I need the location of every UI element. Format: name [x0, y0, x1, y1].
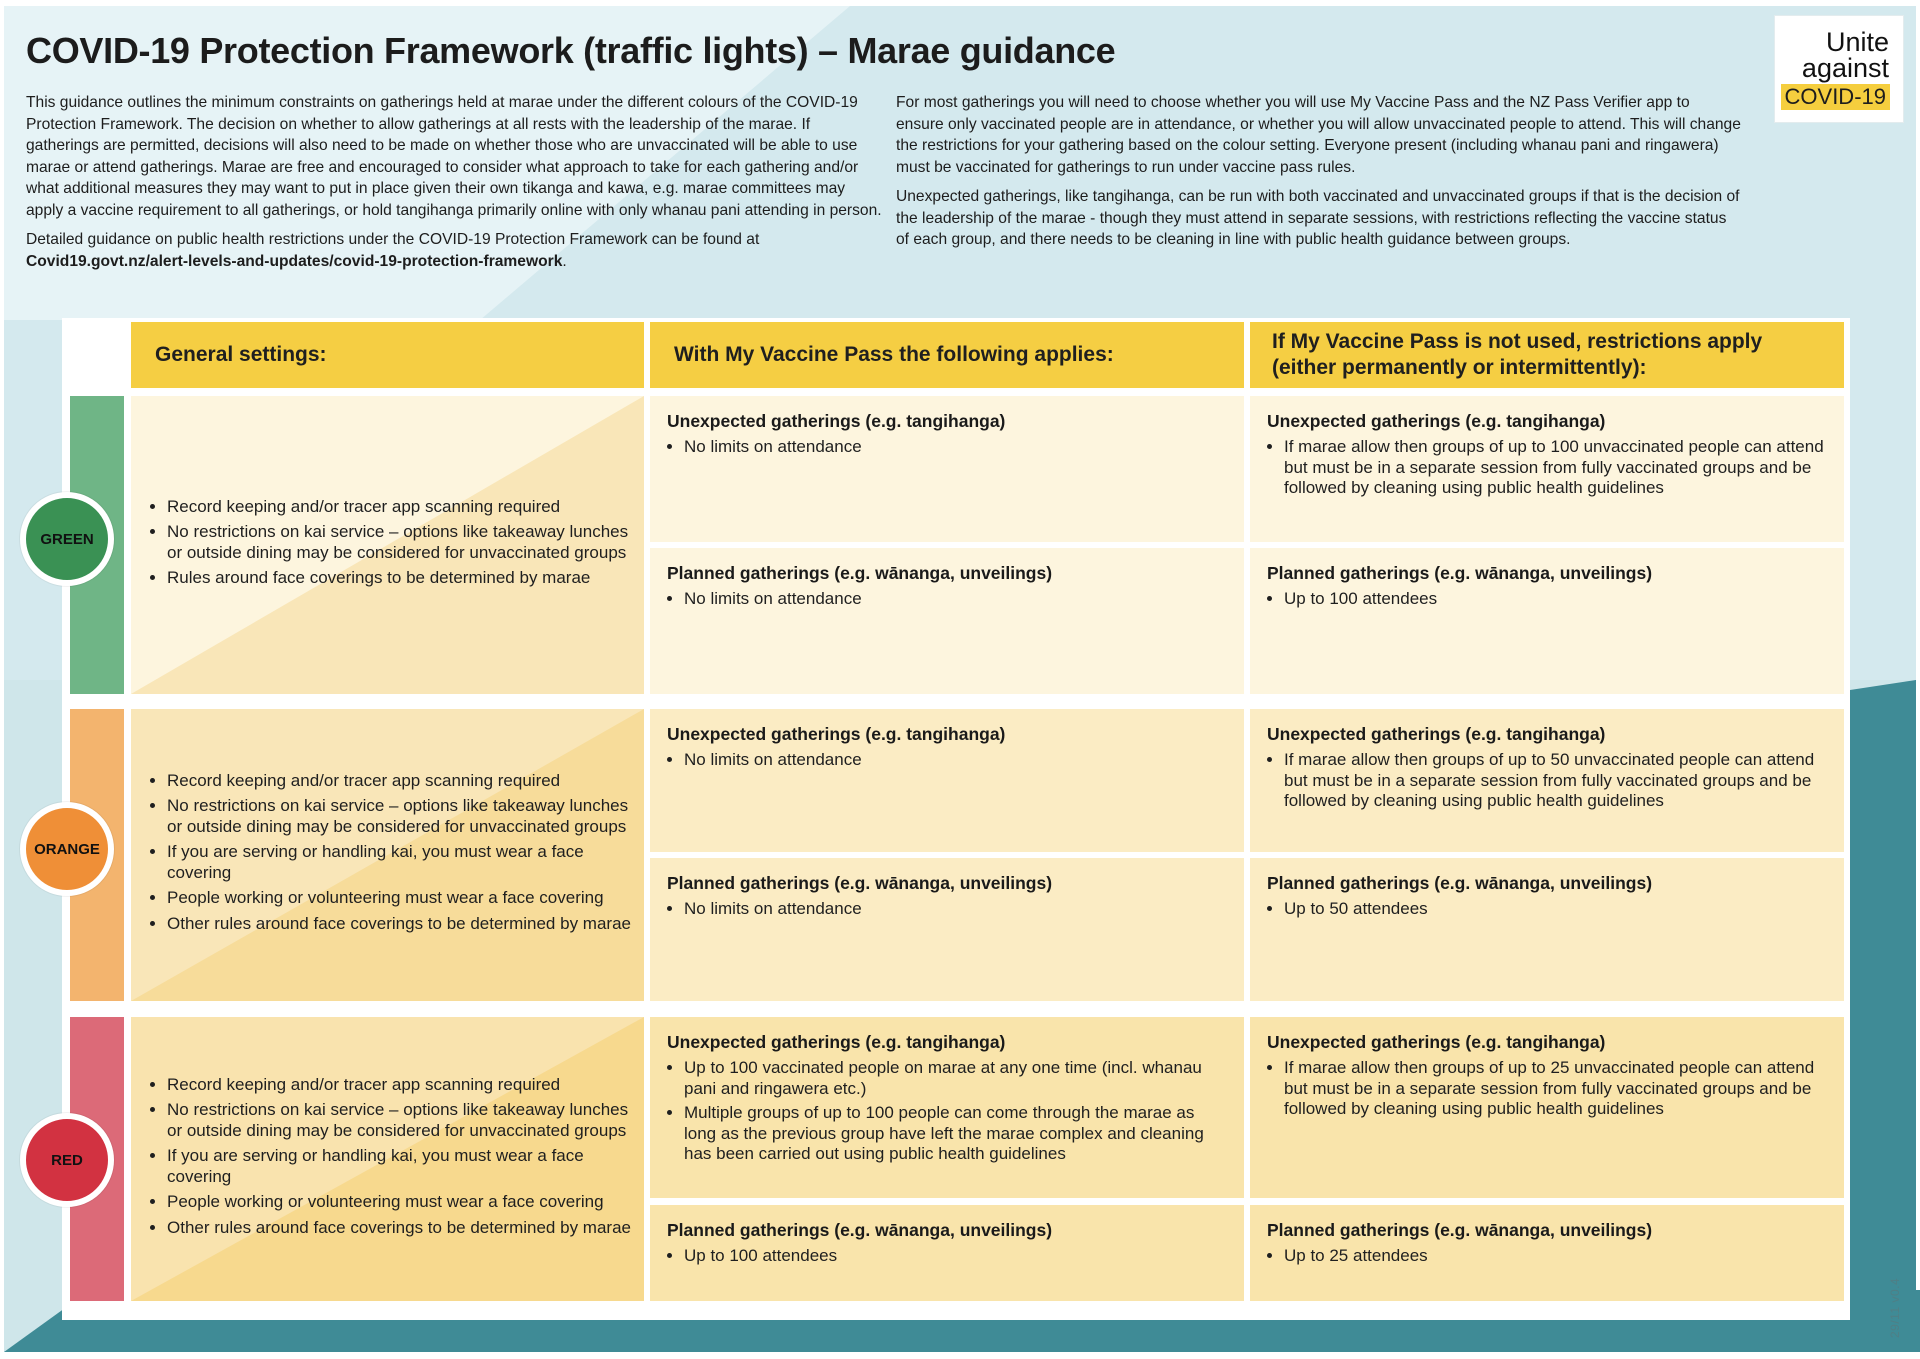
list-item: • No restrictions on kai service – options like takeaway lunches or outside dining may be considered for unvaccinated groups: [167, 796, 634, 837]
red-level-badge: [20, 1113, 114, 1207]
red-vp-planned: [650, 1205, 1244, 1301]
header-vaccine-pass: [650, 322, 1244, 388]
list-item: • If you are serving or handling kai, you must wear a face covering: [167, 1146, 634, 1187]
cell-heading: Unexpected gatherings (e.g. tangihanga): [667, 724, 1006, 744]
list-item: • No limits on attendance: [684, 437, 1228, 458]
cell-list: [667, 1246, 1228, 1267]
green-novp-planned: [1250, 548, 1844, 694]
list-item: • Multiple groups of up to 100 people can come through the marae as long as the previous group have left the marae complex and cleaning has been carried out using public health guidelines: [684, 1103, 1228, 1165]
green-vp-planned: [650, 548, 1244, 694]
intro-paragraph: For most gatherings you will need to choose whether you will use My Vaccine Pass and the NZ Pass Verifier app to ensure only vaccinated people are in attendance, or whether you will allow unvaccinated people to attend. This will change the restrictions for your gathering based on the colour setting. Everyone present (including whanau pani and ringawera) must be vaccinated for gatherings to run under vaccine pass rules.: [896, 94, 1741, 176]
list-item: • Up to 50 attendees: [1284, 899, 1828, 920]
orange-level-badge: [20, 802, 114, 896]
header-general: [131, 322, 644, 388]
cell-heading: Planned gatherings (e.g. wānanga, unveilings): [667, 1220, 1053, 1240]
red-novp-planned: [1250, 1205, 1844, 1301]
cell-heading: Unexpected gatherings (e.g. tangihanga): [667, 411, 1006, 431]
list-item: • If marae allow then groups of up to 100 unvaccinated people can attend but must be in a separate session from fully vaccinated groups and be followed by cleaning using public health guidelines: [1284, 437, 1828, 499]
cell-heading: Planned gatherings (e.g. wānanga, unveilings): [1267, 873, 1653, 893]
list-item: • No limits on attendance: [684, 750, 1228, 771]
list-item: • Up to 100 attendees: [684, 1246, 1228, 1267]
cell-heading: Unexpected gatherings (e.g. tangihanga): [1267, 1032, 1606, 1052]
logo-line-1: Unite: [1825, 27, 1889, 57]
cell-list: [1267, 589, 1828, 610]
orange-general-list: [131, 709, 644, 1001]
list-item: • Record keeping and/or tracer app scanning required: [167, 771, 634, 792]
list-item: • If you are serving or handling kai, you must wear a face covering: [167, 842, 634, 883]
guidance-link[interactable]: Covid19.govt.nz/alert-levels-and-updates/covid-19-protection-framework: [26, 252, 563, 270]
header-general-label: General settings:: [155, 343, 327, 366]
logo-line-3: COVID-19: [1781, 84, 1890, 110]
header-vaccine-pass-label: With My Vaccine Pass the following applies:: [674, 343, 1114, 366]
list-item: • Other rules around face coverings to be determined by marae: [167, 914, 634, 935]
cell-list: [667, 1058, 1228, 1165]
cell-heading: Unexpected gatherings (e.g. tangihanga): [667, 1032, 1006, 1052]
orange-vp-unexpected: [650, 709, 1244, 852]
intro-text: Detailed guidance on public health restrictions under the COVID-19 Protection Framework can be found at: [26, 231, 760, 248]
green-level-label: GREEN: [40, 530, 94, 548]
cell-list: [1267, 899, 1828, 920]
cell-heading: Planned gatherings (e.g. wānanga, unveilings): [667, 873, 1053, 893]
list-item: • People working or volunteering must wear a face covering: [167, 888, 634, 909]
intro-left: [26, 92, 886, 280]
list-item: • No limits on attendance: [684, 589, 1228, 610]
red-vp-unexpected: [650, 1017, 1244, 1198]
red-general-cell: [131, 1017, 644, 1301]
green-level-badge: [20, 492, 114, 586]
cell-list: [667, 750, 1228, 771]
header-no-vaccine-pass: [1250, 322, 1844, 388]
cell-heading: Planned gatherings (e.g. wānanga, unveilings): [667, 563, 1053, 583]
cell-list: [1267, 437, 1828, 499]
red-novp-unexpected: [1250, 1017, 1844, 1198]
list-item: • No limits on attendance: [684, 899, 1228, 920]
cell-heading: Unexpected gatherings (e.g. tangihanga): [1267, 411, 1606, 431]
intro-paragraph-link: [26, 229, 886, 272]
list-item: • Record keeping and/or tracer app scanning required: [167, 497, 634, 518]
list-item: • Other rules around face coverings to be determined by marae: [167, 1218, 634, 1239]
green-general-cell: [131, 396, 644, 694]
orange-level-label: ORANGE: [34, 840, 100, 858]
orange-novp-unexpected: [1250, 709, 1844, 852]
list-item: • Record keeping and/or tracer app scanning required: [167, 1075, 634, 1096]
cell-heading: Planned gatherings (e.g. wānanga, unveilings): [1267, 563, 1653, 583]
list-item: • If marae allow then groups of up to 50 unvaccinated people can attend but must be in a separate session from fully vaccinated groups and be followed by cleaning using public health guidelines: [1284, 750, 1828, 812]
cell-list: [667, 899, 1228, 920]
list-item: • Rules around face coverings to be determined by marae: [167, 568, 634, 589]
cell-heading: Planned gatherings (e.g. wānanga, unveilings): [1267, 1220, 1653, 1240]
version-label: 29/11 v0.4: [1888, 1277, 1902, 1338]
intro-paragraph: This guidance outlines the minimum constraints on gatherings held at marae under the different colours of the COVID-19 Protection Framework. The decision on whether to allow gatherings at all rests with the leadership of the marae. If gatherings are permitted, decisions will also need to be made on whether those who are unvaccinated will be able to use marae or attend gatherings. Marae are free and encouraged to consider what approach to take for each gathering and/or what additional measures they may want to put in place given their own tikanga and kawa, e.g. marae committees may apply a vaccine requirement to all gatherings, or hold tangihanga primarily online with only whanau pani attending in person.: [26, 94, 882, 219]
cell-list: [1267, 1058, 1828, 1120]
list-item: • Up to 100 vaccinated people on marae at any one time (incl. whanau pani and ringawera etc.): [684, 1058, 1228, 1099]
intro-right: [896, 92, 1741, 259]
link-period: .: [562, 252, 567, 270]
cell-list: [1267, 750, 1828, 812]
cell-list: [667, 589, 1228, 610]
list-item: • No restrictions on kai service – options like takeaway lunches or outside dining may be considered for unvaccinated groups: [167, 1100, 634, 1141]
header-no-vaccine-pass-label: If My Vaccine Pass is not used, restrictions apply (either permanently or intermittently):: [1272, 330, 1763, 379]
list-item: • Up to 25 attendees: [1284, 1246, 1828, 1267]
unite-against-covid-logo: [1775, 16, 1903, 122]
red-level-label: RED: [51, 1151, 83, 1169]
green-general-list: [131, 396, 644, 694]
cell-heading: Unexpected gatherings (e.g. tangihanga): [1267, 724, 1606, 744]
intro-paragraph: Unexpected gatherings, like tangihanga, can be run with both vaccinated and unvaccinated groups if that is the decision of the leadership of the marae - though they must attend in separate sessions, with restrictions reflecting the vaccine status of each group, and there needs to be cleaning in line with public health guidance between groups.: [896, 188, 1740, 248]
page-title: COVID-19 Protection Framework (traffic lights) – Marae guidance: [26, 30, 1116, 71]
green-novp-unexpected: [1250, 396, 1844, 542]
orange-general-cell: [131, 709, 644, 1001]
list-item: • People working or volunteering must wear a face covering: [167, 1192, 634, 1213]
cell-list: [667, 437, 1228, 458]
list-item: • Up to 100 attendees: [1284, 589, 1828, 610]
list-item: • If marae allow then groups of up to 25 unvaccinated people can attend but must be in a separate session from fully vaccinated groups and be followed by cleaning using public health guidelines: [1284, 1058, 1828, 1120]
orange-novp-planned: [1250, 858, 1844, 1001]
orange-vp-planned: [650, 858, 1244, 1001]
list-item: • No restrictions on kai service – options like takeaway lunches or outside dining may be considered for unvaccinated groups: [167, 522, 634, 563]
logo-line-2: against: [1801, 53, 1889, 83]
red-general-list: [131, 1017, 644, 1301]
cell-list: [1267, 1246, 1828, 1267]
green-vp-unexpected: [650, 396, 1244, 542]
